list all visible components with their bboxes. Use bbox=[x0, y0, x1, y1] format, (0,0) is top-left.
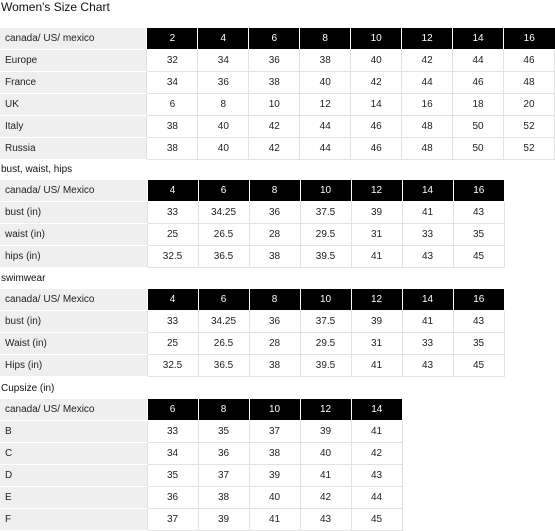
size-header-cell: 12 bbox=[351, 289, 402, 311]
table-cell: 41 bbox=[351, 421, 402, 443]
table-cell: 34 bbox=[198, 50, 249, 72]
table-cell: 48 bbox=[402, 138, 453, 160]
table-cell: 38 bbox=[249, 72, 300, 94]
size-system-label: canada/ US/ mexico bbox=[0, 28, 147, 50]
row-label: bust (in) bbox=[0, 202, 147, 224]
table-cell: 42 bbox=[351, 443, 402, 465]
table-cell: 33 bbox=[147, 202, 198, 224]
size-header-cell: 4 bbox=[147, 180, 198, 202]
table-cell: 46 bbox=[503, 50, 554, 72]
table-cell: 33 bbox=[147, 311, 198, 333]
size-system-label: canada/ US/ Mexico bbox=[0, 399, 147, 421]
table-row bbox=[0, 465, 402, 487]
row-label: Hips (in) bbox=[0, 355, 147, 377]
table-cell: 39.5 bbox=[300, 246, 351, 268]
size-header-cell: 6 bbox=[147, 399, 198, 421]
table-cell: 52 bbox=[503, 116, 554, 138]
row-label: D bbox=[0, 465, 147, 487]
table-row bbox=[0, 355, 504, 377]
table-cell: 36 bbox=[249, 311, 300, 333]
row-label: UK bbox=[0, 94, 147, 116]
table-cell: 35 bbox=[453, 224, 504, 246]
table-cell: 28 bbox=[249, 333, 300, 355]
table-cell: 43 bbox=[453, 202, 504, 224]
table-cell: 40 bbox=[198, 116, 249, 138]
table-cell: 33 bbox=[402, 333, 453, 355]
table-cell: 26.5 bbox=[198, 333, 249, 355]
section-title-cupsize: Cupsize (in) bbox=[1, 383, 55, 394]
size-header-cell: 12 bbox=[402, 28, 453, 50]
table-cell: 39 bbox=[198, 509, 249, 531]
row-label: waist (in) bbox=[0, 224, 147, 246]
size-header-cell: 10 bbox=[249, 399, 300, 421]
table-cell: 10 bbox=[249, 94, 300, 116]
table-cell: 8 bbox=[198, 94, 249, 116]
table-cell: 43 bbox=[300, 509, 351, 531]
size-header-cell: 8 bbox=[249, 289, 300, 311]
table-cell: 38 bbox=[249, 246, 300, 268]
table-row bbox=[0, 224, 504, 246]
size-header-row bbox=[0, 180, 504, 202]
table-cell: 31 bbox=[351, 333, 402, 355]
table-cell: 39 bbox=[351, 311, 402, 333]
size-header-cell: 8 bbox=[249, 180, 300, 202]
table-row bbox=[0, 50, 555, 72]
table-cell: 42 bbox=[249, 116, 300, 138]
table-cell: 36.5 bbox=[198, 246, 249, 268]
table-cell: 33 bbox=[402, 224, 453, 246]
table-cell: 41 bbox=[351, 246, 402, 268]
table-cell: 41 bbox=[300, 465, 351, 487]
table-cell: 32 bbox=[147, 50, 198, 72]
table-cell: 36 bbox=[249, 202, 300, 224]
table-cell: 46 bbox=[351, 138, 402, 160]
table-cell: 40 bbox=[249, 487, 300, 509]
table-cell: 38 bbox=[147, 116, 198, 138]
table-cell: 35 bbox=[453, 333, 504, 355]
table-cell: 33 bbox=[147, 421, 198, 443]
table-cell: 38 bbox=[249, 443, 300, 465]
table-cell: 38 bbox=[198, 487, 249, 509]
table-cell: 40 bbox=[300, 72, 351, 94]
table-cell: 29.5 bbox=[300, 224, 351, 246]
size-header-cell: 4 bbox=[147, 289, 198, 311]
table-cell: 41 bbox=[351, 355, 402, 377]
table-cell: 25 bbox=[147, 224, 198, 246]
section-title-bust-waist-hips: bust, waist, hips bbox=[1, 164, 73, 175]
table-cell: 12 bbox=[300, 94, 351, 116]
table-cell: 25 bbox=[147, 333, 198, 355]
table-cell: 26.5 bbox=[198, 224, 249, 246]
size-header-cell: 6 bbox=[198, 289, 249, 311]
table-cell: 14 bbox=[351, 94, 402, 116]
table-cell: 43 bbox=[402, 355, 453, 377]
table-cell: 35 bbox=[147, 465, 198, 487]
table-cell: 43 bbox=[453, 311, 504, 333]
size-system-label: canada/ US/ Mexico bbox=[0, 289, 147, 311]
table-cell: 32.5 bbox=[147, 355, 198, 377]
table-cell: 36 bbox=[249, 50, 300, 72]
table-cell: 38 bbox=[249, 355, 300, 377]
table-cell: 44 bbox=[300, 138, 351, 160]
size-header-row bbox=[0, 289, 504, 311]
table-cell: 29.5 bbox=[300, 333, 351, 355]
row-label: bust (in) bbox=[0, 311, 147, 333]
table-cell: 36 bbox=[198, 72, 249, 94]
table-cell: 6 bbox=[147, 94, 198, 116]
table-row bbox=[0, 116, 555, 138]
table-row bbox=[0, 138, 555, 160]
size-conversion-table bbox=[0, 28, 555, 160]
table-cell: 42 bbox=[300, 487, 351, 509]
size-header-cell: 14 bbox=[402, 289, 453, 311]
table-cell: 48 bbox=[503, 72, 554, 94]
table-cell: 34 bbox=[147, 443, 198, 465]
table-row bbox=[0, 311, 504, 333]
table-row bbox=[0, 333, 504, 355]
size-header-cell: 16 bbox=[453, 180, 504, 202]
table-cell: 31 bbox=[351, 224, 402, 246]
row-label: Italy bbox=[0, 116, 147, 138]
size-system-label: canada/ US/ Mexico bbox=[0, 180, 147, 202]
table-cell: 45 bbox=[453, 246, 504, 268]
table-cell: 39.5 bbox=[300, 355, 351, 377]
table-cell: 43 bbox=[402, 246, 453, 268]
table-cell: 40 bbox=[198, 138, 249, 160]
table-row bbox=[0, 509, 402, 531]
size-header-cell: 12 bbox=[300, 399, 351, 421]
table-cell: 46 bbox=[453, 72, 504, 94]
table-cell: 36 bbox=[198, 443, 249, 465]
table-cell: 40 bbox=[351, 50, 402, 72]
size-header-cell: 6 bbox=[249, 28, 300, 50]
table-cell: 37 bbox=[198, 465, 249, 487]
table-cell: 41 bbox=[402, 202, 453, 224]
size-header-cell: 8 bbox=[300, 28, 351, 50]
table-row bbox=[0, 202, 504, 224]
row-label: France bbox=[0, 72, 147, 94]
table-cell: 36 bbox=[147, 487, 198, 509]
row-label: Europe bbox=[0, 50, 147, 72]
table-cell: 45 bbox=[453, 355, 504, 377]
table-cell: 41 bbox=[249, 509, 300, 531]
table-cell: 40 bbox=[300, 443, 351, 465]
table-cell: 16 bbox=[402, 94, 453, 116]
table-cell: 44 bbox=[453, 50, 504, 72]
table-row bbox=[0, 421, 402, 443]
size-header-cell: 10 bbox=[351, 28, 402, 50]
table-row bbox=[0, 246, 504, 268]
table-row bbox=[0, 443, 402, 465]
size-header-cell: 14 bbox=[351, 399, 402, 421]
table-cell: 18 bbox=[453, 94, 504, 116]
row-label: B bbox=[0, 421, 147, 443]
row-label: C bbox=[0, 443, 147, 465]
table-cell: 45 bbox=[351, 509, 402, 531]
table-cell: 20 bbox=[503, 94, 554, 116]
table-cell: 42 bbox=[402, 50, 453, 72]
table-cell: 34 bbox=[147, 72, 198, 94]
table-cell: 39 bbox=[351, 202, 402, 224]
table-cell: 42 bbox=[351, 72, 402, 94]
table-cell: 46 bbox=[351, 116, 402, 138]
swimwear-table bbox=[0, 289, 505, 377]
size-header-row bbox=[0, 28, 555, 50]
row-label: E bbox=[0, 487, 147, 509]
size-header-cell: 4 bbox=[198, 28, 249, 50]
table-cell: 52 bbox=[503, 138, 554, 160]
table-cell: 37 bbox=[249, 421, 300, 443]
table-cell: 37.5 bbox=[300, 202, 351, 224]
row-label: hips (in) bbox=[0, 246, 147, 268]
table-cell: 42 bbox=[249, 138, 300, 160]
bust-waist-hips-table bbox=[0, 180, 505, 268]
size-header-cell: 14 bbox=[402, 180, 453, 202]
table-cell: 37.5 bbox=[300, 311, 351, 333]
size-header-cell: 8 bbox=[198, 399, 249, 421]
size-header-cell: 12 bbox=[351, 180, 402, 202]
section-title-swimwear: swimwear bbox=[1, 273, 46, 284]
table-cell: 50 bbox=[453, 116, 504, 138]
row-label: F bbox=[0, 509, 147, 531]
table-row bbox=[0, 72, 555, 94]
row-label: Waist (in) bbox=[0, 333, 147, 355]
table-cell: 44 bbox=[300, 116, 351, 138]
table-row bbox=[0, 94, 555, 116]
size-header-cell: 10 bbox=[300, 289, 351, 311]
table-cell: 41 bbox=[402, 311, 453, 333]
table-cell: 28 bbox=[249, 224, 300, 246]
size-header-row bbox=[0, 399, 402, 421]
size-header-cell: 10 bbox=[300, 180, 351, 202]
table-cell: 39 bbox=[249, 465, 300, 487]
table-cell: 39 bbox=[300, 421, 351, 443]
table-cell: 36.5 bbox=[198, 355, 249, 377]
size-header-cell: 14 bbox=[453, 28, 504, 50]
table-cell: 38 bbox=[300, 50, 351, 72]
table-cell: 43 bbox=[351, 465, 402, 487]
table-cell: 35 bbox=[198, 421, 249, 443]
table-cell: 34.25 bbox=[198, 311, 249, 333]
cupsize-table bbox=[0, 399, 403, 531]
table-cell: 32.5 bbox=[147, 246, 198, 268]
page-title: Women's Size Chart bbox=[1, 0, 110, 14]
table-cell: 44 bbox=[351, 487, 402, 509]
table-cell: 44 bbox=[402, 72, 453, 94]
table-cell: 34.25 bbox=[198, 202, 249, 224]
table-cell: 50 bbox=[453, 138, 504, 160]
table-cell: 37 bbox=[147, 509, 198, 531]
table-cell: 38 bbox=[147, 138, 198, 160]
table-row bbox=[0, 487, 402, 509]
size-header-cell: 16 bbox=[453, 289, 504, 311]
table-cell: 48 bbox=[402, 116, 453, 138]
size-header-cell: 6 bbox=[198, 180, 249, 202]
size-header-cell: 2 bbox=[147, 28, 198, 50]
row-label: Russia bbox=[0, 138, 147, 160]
size-header-cell: 16 bbox=[503, 28, 554, 50]
